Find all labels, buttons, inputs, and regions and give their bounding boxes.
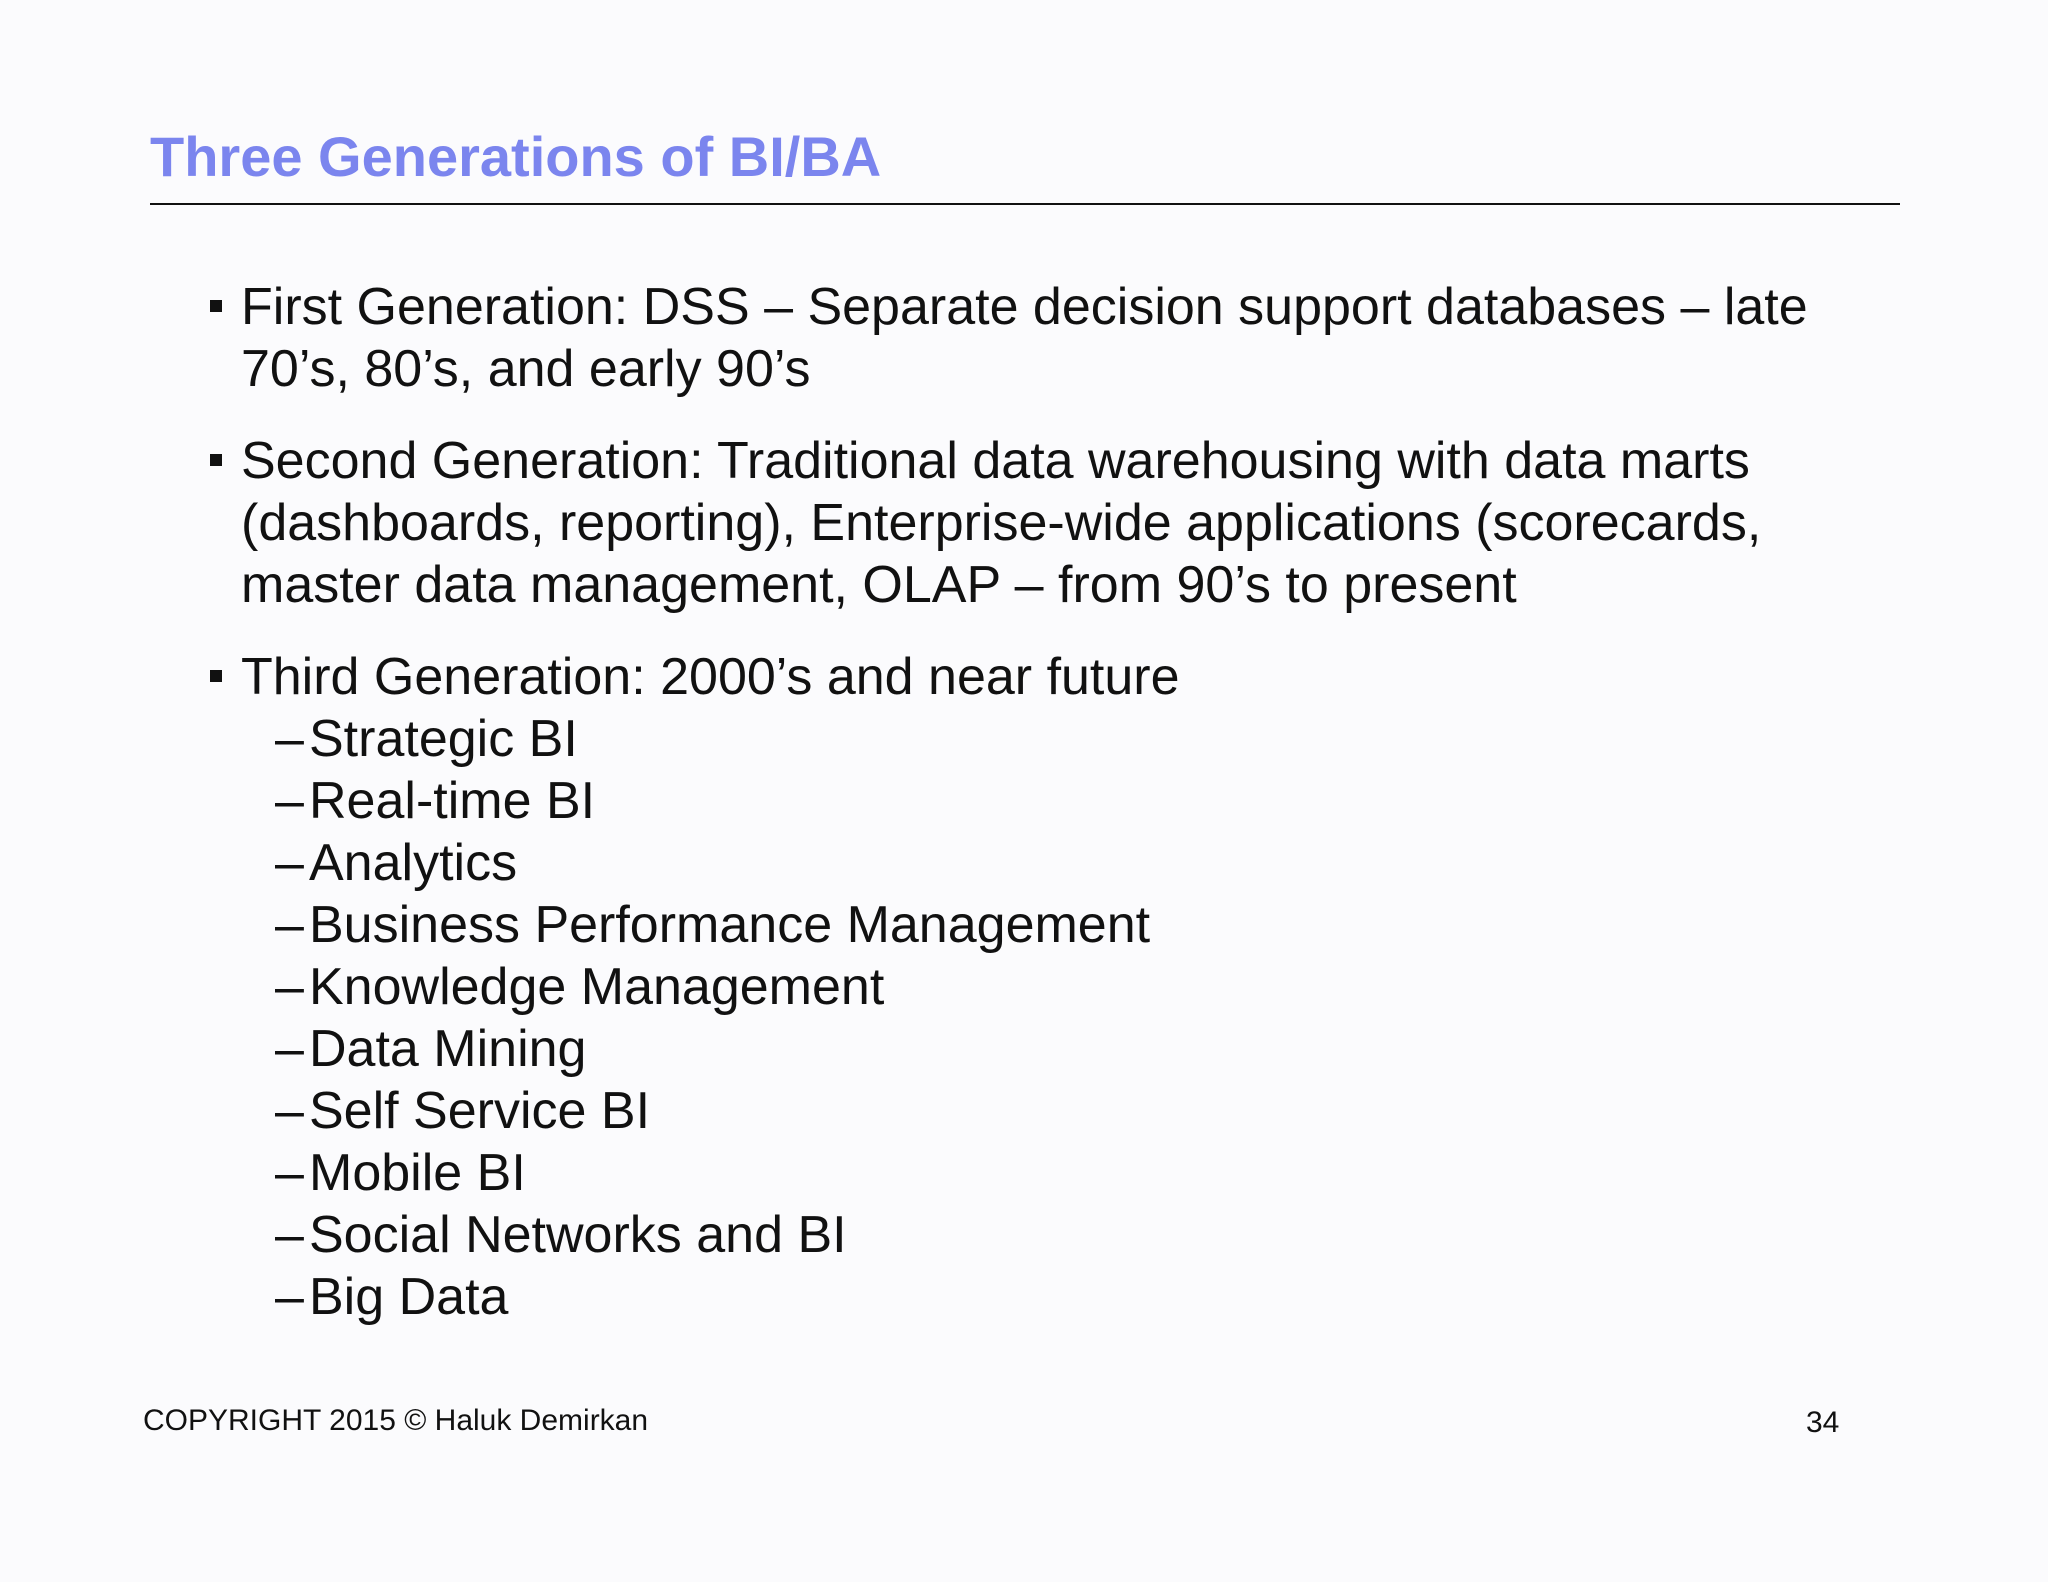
sub-bullet-text: Knowledge Management [309,958,885,1016]
bullet-text: Third Generation: 2000’s and near future [241,648,1180,706]
square-bullet-icon [210,454,222,466]
sub-bullet-item [241,708,1845,770]
copyright-footer: COPYRIGHT 2015 © Haluk Demirkan [143,1404,649,1437]
title-divider [150,203,1900,205]
sub-bullet-text: Mobile BI [309,1144,526,1202]
dash-marker: – [275,958,304,1016]
dash-marker: – [275,1082,304,1140]
sub-bullet-item [241,956,1845,1018]
dash-marker: – [275,1268,304,1326]
sub-bullet-item [241,894,1845,956]
square-bullet-icon [210,670,222,682]
bullet-item-first-generation [205,276,1845,400]
page-number: 34 [1806,1406,1840,1439]
dash-marker: – [275,710,304,768]
dash-marker: – [275,1144,304,1202]
sub-bullet-text: Social Networks and BI [309,1206,847,1264]
bullet-text: Second Generation: Traditional data warehousing with data marts (dashboards, reporting), Enterprise-wide applications (scorecards, master data management, OLAP – from 90’s to present [241,432,1762,614]
sub-bullet-item [241,1080,1845,1142]
sub-bullet-text: Business Performance Management [309,896,1151,954]
sub-bullet-text: Big Data [309,1268,509,1326]
dash-marker: – [275,896,304,954]
sub-bullet-item [241,770,1845,832]
sub-bullet-text: Strategic BI [309,710,578,768]
sub-bullet-text: Analytics [309,834,518,892]
bullet-item-second-generation [205,430,1845,616]
sub-bullet-item [241,1204,1845,1266]
sub-bullet-item [241,1266,1845,1328]
sub-bullet-item [241,832,1845,894]
bullet-list [205,276,1845,1358]
square-bullet-icon [210,300,222,312]
sub-bullet-item [241,1018,1845,1080]
bullet-text: First Generation: DSS – Separate decision support databases – late 70’s, 80’s, and early 90’s [241,278,1808,398]
slide-title: Three Generations of BI/BA [150,125,882,188]
sub-bullet-text: Self Service BI [309,1082,651,1140]
dash-marker: – [275,772,304,830]
dash-marker: – [275,1020,304,1078]
dash-marker: – [275,834,304,892]
sub-bullet-text: Real-time BI [309,772,596,830]
dash-marker: – [275,1206,304,1264]
sub-bullet-list [241,708,1845,1328]
bullet-item-third-generation [205,646,1845,1328]
sub-bullet-text: Data Mining [309,1020,587,1078]
sub-bullet-item [241,1142,1845,1204]
